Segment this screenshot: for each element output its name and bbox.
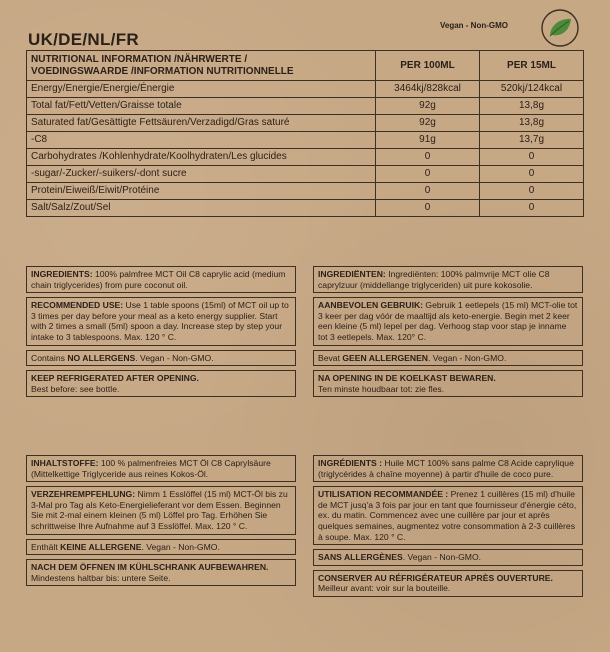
usage-box: UTILISATION RECOMMANDÉE : Prenez 1 cuillères (15 ml) d'huile de MCT jusq'a 3 fois par jour en tant que fournisseur d'énergie céto, ex. du matin. Commencez avec une cuillère par jour et après quelques semaines, augmentez votre consommation à 2-3 cuillères à soupe. Max. 120 ° C. <box>313 486 583 545</box>
nutrition-table <box>26 50 584 217</box>
table-row: -sugar/-Zucker/-suikers/-dont sucre 0 0 <box>27 166 584 183</box>
nutrition-header-row <box>27 51 584 81</box>
vegan-label: Vegan - Non-GMO <box>440 21 508 30</box>
allergens-box: Enthält KEINE ALLERGENE. Vegan - Non-GMO. <box>26 539 296 556</box>
ingredients-box: INGREDIENTS: 100% palmfree MCT Oil C8 caprylic acid (medium chain triglycerides) from pure coconut oil. <box>26 266 296 293</box>
table-row: Carbohydrates /Kohlenhydrate/Koolhydraten/Les glucides 0 0 <box>27 149 584 166</box>
dutch-section <box>313 266 583 401</box>
col-per-100ml: PER 100ML <box>376 51 480 81</box>
allergens-box: Contains NO ALLERGENS. Vegan - Non-GMO. <box>26 350 296 367</box>
nutrition-heading: NUTRITIONAL INFORMATION /NÄHRWERTE / VOEDINGSWAARDE /INFORMATION NUTRITIONNELLE <box>27 51 376 81</box>
usage-box: VERZEHREMPFEHLUNG: Nimm 1 Esslöffel (15 ml) MCT-Öl bis zu 3-Mal pro Tag als Keto-Energielieferant vor dem Essen. Beginnen Sie mit 2-mal einem kleinen (5 ml) Löffel pro Tag. Erhöhen Sie schrittweise Ihre Aufnahme auf 3 Esslöffel. Max. 120 ° C. <box>26 486 296 534</box>
table-row: Salt/Salz/Zout/Sel 0 0 <box>27 200 584 217</box>
usage-box: RECOMMENDED USE: Use 1 table spoons (15ml) of MCT oil up to 3 times per day before your meal as a keto energy supplier. Start with 2 times a small (5ml) spoon a day. Increase step by step your intake to 3 tablespoons. Max. 120 ° C. <box>26 297 296 345</box>
english-section <box>26 266 296 401</box>
ingredients-box: INHALTSTOFFE: 100 % palmenfreies MCT Öl C8 Caprylsäure (Mittelkettige Triglyceride aus reines Kokos-Öl. <box>26 455 296 482</box>
storage-box: NA OPENING IN DE KOELKAST BEWAREN. Ten minste houdbaar tot: zie fles. <box>313 370 583 397</box>
col-per-15ml: PER 15ML <box>480 51 584 81</box>
table-row: Total fat/Fett/Vetten/Graisse totale 92g 13,8g <box>27 98 584 115</box>
ingredients-box: INGRÉDIENTS : Huile MCT 100% sans palme C8 Acide caprylique (triglycérides à chaîne moyenne) à partir d'huile de coco pure. <box>313 455 583 482</box>
storage-box: CONSERVER AU RÉFRIGÉRATEUR APRÈS OUVERTURE. Meilleur avant: voir sur la bouteille. <box>313 570 583 597</box>
table-row: Protein/Eiweiß/Eiwit/Protéine 0 0 <box>27 183 584 200</box>
storage-box: NACH DEM ÖFFNEN IM KÜHLSCHRANK AUFBEWAHREN. Mindestens haltbar bis: untere Seite. <box>26 559 296 586</box>
french-section <box>313 455 583 601</box>
german-section <box>26 455 296 590</box>
ingredients-box: INGREDIËNTEN: Ingrediënten: 100% palmvrije MCT olie C8 caprylzuur (middellange triglyceriden) uit pure kokosolie. <box>313 266 583 293</box>
table-row: -C8 91g 13,7g <box>27 132 584 149</box>
usage-box: AANBEVOLEN GEBRUIK: Gebruik 1 eetlepels (15 ml) MCT-olie tot 3 keer per dag vóór de maaltijd als keto-energie. Begin met 2 keer een kleine (5 ml) lepel per dag. Verhoog stap voor stap je inname tot 3 eetlepels. Max. 120° C. <box>313 297 583 345</box>
table-row: Saturated fat/Gesättigte Fettsäuren/Verzadigd/Gras saturé 92g 13,8g <box>27 115 584 132</box>
allergens-box: Bevat GEEN ALLERGENEN. Vegan - Non-GMO. <box>313 350 583 367</box>
storage-box: KEEP REFRIGERATED AFTER OPENING. Best before: see bottle. <box>26 370 296 397</box>
allergens-box: SANS ALLERGÈNES. Vegan - Non-GMO. <box>313 549 583 566</box>
table-row: Energy/Energie/Energie/Énergie 3464kj/828kcal 520kj/124kcal <box>27 81 584 98</box>
leaf-icon <box>540 8 580 48</box>
region-heading: UK/DE/NL/FR <box>28 30 139 49</box>
